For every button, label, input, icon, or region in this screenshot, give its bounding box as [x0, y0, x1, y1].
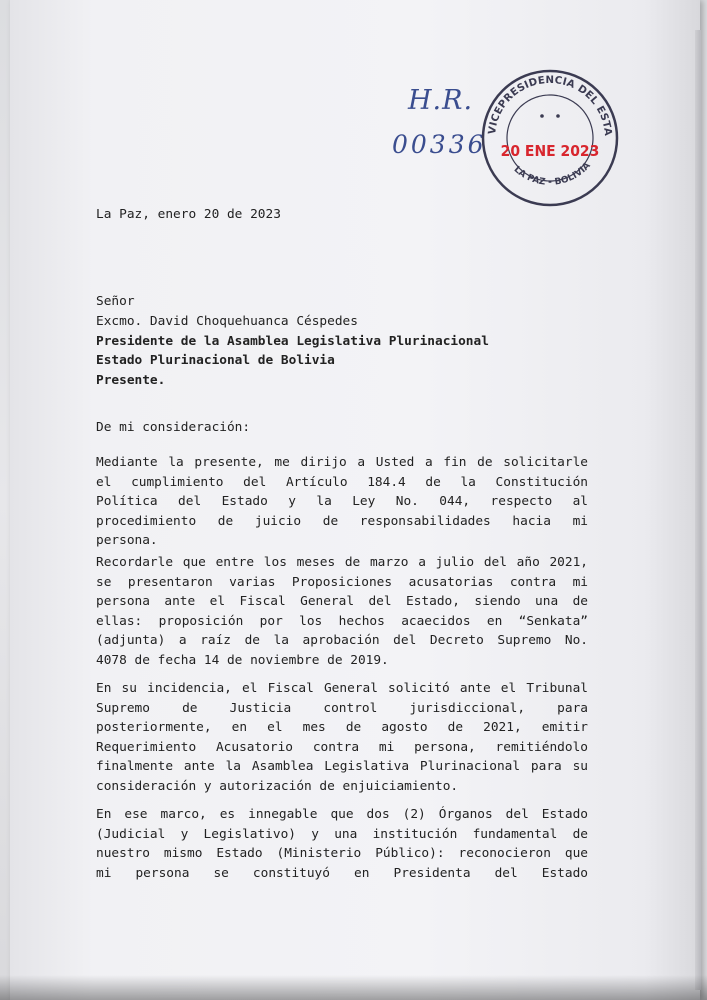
paragraph-line: consideración y autorización de enjuiciamiento. — [96, 778, 459, 794]
paragraph-line: el cumplimiento del Artículo 184.4 de la Constitución — [96, 474, 588, 490]
paragraph-line: mi persona se constituyó en Presidenta del Estado — [96, 865, 588, 881]
handwritten-reference-label: H.R. — [408, 85, 474, 116]
paragraph-line: persona ante el Fiscal General del Estado, siendo una de — [96, 594, 588, 610]
paragraph-4 — [96, 805, 588, 883]
paragraph-line: Supremo de Justicia control jurisdiccional, para — [96, 700, 588, 716]
letter-date: La Paz, enero 20 de 2023 — [96, 207, 281, 222]
paragraph-line: procedimiento de juicio de responsabilidades hacia mi — [96, 513, 588, 529]
addressee-position: Presidente de la Asamblea Legislativa Plurinacional — [96, 333, 489, 349]
paragraph-line: Mediante la presente, me dirijo a Usted a fin de solicitarle — [96, 455, 588, 470]
paragraph-1 — [96, 453, 588, 551]
handwritten-reference-number: 00336 — [392, 130, 487, 159]
paragraph-line: Recordarle que entre los meses de marzo a julio del año 2021, — [96, 555, 588, 570]
paragraph-line: se presentaron varias Proposiciones acusatorias contra mi — [96, 574, 588, 590]
paragraph-line: finalmente ante la Asamblea Legislativa Plurinacional para su — [96, 759, 588, 775]
addressee-presente: Presente. — [96, 372, 166, 388]
paragraph-line: ellas: proposición por los hechos acaecidos en “Senkata” — [96, 613, 588, 629]
stamp-graphic — [480, 68, 620, 208]
paragraph-line: En ese marco, es innegable que dos (2) Órganos del Estado — [96, 807, 588, 822]
paragraph-2 — [96, 553, 588, 671]
paragraph-line: Requerimiento Acusatorio contra mi persona, remitiéndolo — [96, 739, 588, 755]
addressee-name: Excmo. David Choquehuanca Céspedes — [96, 314, 358, 329]
paragraph-line: (Judicial y Legislativo) y una institución fundamental de — [96, 826, 588, 842]
paragraph-3 — [96, 679, 588, 797]
scan-bottom-shadow — [0, 975, 707, 1000]
paragraph-line: (adjunta) a raíz de la aprobación del Decreto Supremo No. — [96, 633, 588, 649]
addressee-block — [96, 312, 489, 390]
reception-stamp — [480, 68, 620, 208]
greeting: De mi consideración: — [96, 420, 251, 435]
paragraph-line: posteriormente, en el mes de agosto de 2021, emitir — [96, 720, 588, 736]
salutation-title: Señor — [96, 294, 135, 309]
paragraph-line: 4078 de fecha 14 de noviembre de 2019. — [96, 652, 389, 668]
stamp-ring-text: VICEPRESIDENCIA DEL ESTA — [487, 74, 614, 137]
paragraph-line: Política del Estado y la Ley No. 044, respecto al — [96, 494, 588, 510]
stamp-bottom-text: LA PAZ - BOLIVIA — [511, 160, 593, 188]
paragraph-line: En su incidencia, el Fiscal General solicitó ante el Tribunal — [96, 681, 588, 696]
stamp-date: 20 ENE 2023 — [500, 142, 600, 160]
paragraph-line: nuestro mismo Estado (Ministerio Público): reconocieron que — [96, 846, 588, 862]
page-edge — [695, 30, 701, 990]
addressee-institution: Estado Plurinacional de Bolivia — [96, 353, 335, 368]
paragraph-line: persona. — [96, 533, 158, 549]
